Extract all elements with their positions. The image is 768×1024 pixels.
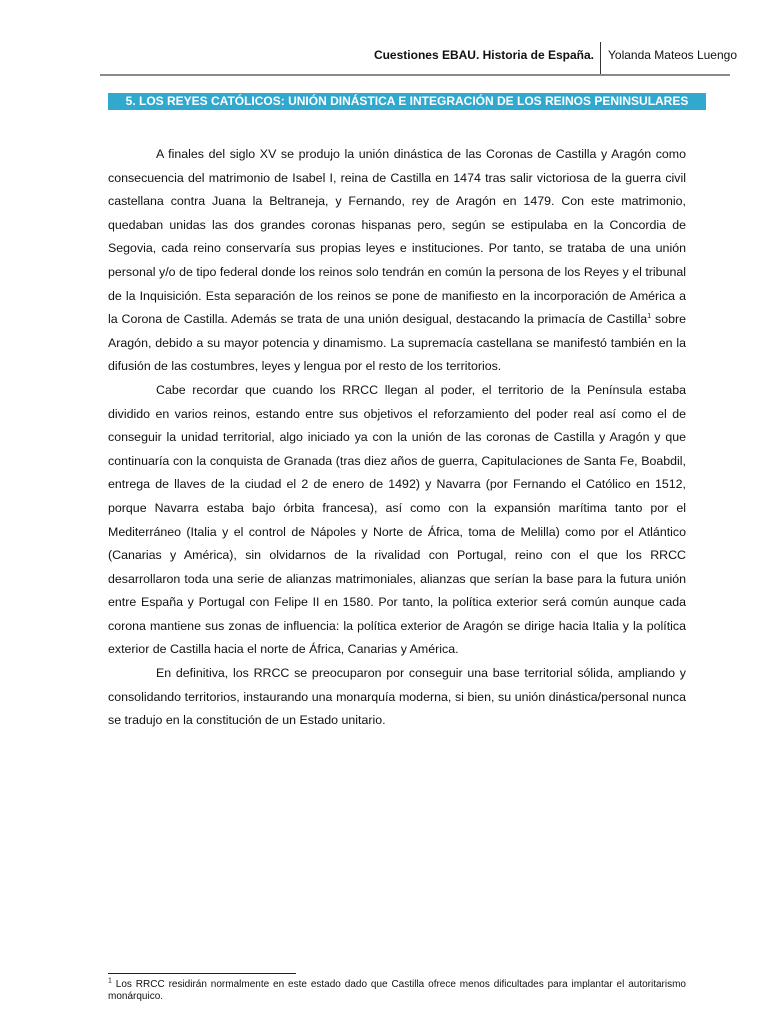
page-header bbox=[100, 42, 737, 76]
section-title: 5. LOS REYES CATÓLICOS: UNIÓN DINÁSTICA E INTEGRACIÓN DE LOS REINOS PENINSULARES bbox=[108, 93, 706, 110]
paragraph-3: En definitiva, los RRCC se preocuparon por conseguir una base territorial sólida, ampliando y consolidando territorios, instaurando una monarquía moderna, si bien, su unión dinástica/personal nunca se tradujo en la constitución de un Estado unitario. bbox=[108, 666, 686, 728]
footnote-text: Los RRCC residirán normalmente en este estado dado que Castilla ofrece menos dificultades para implantar el autoritarismo monárquico. bbox=[108, 979, 686, 1002]
paragraph-2: Cabe recordar que cuando los RRCC llegan al poder, el territorio de la Península estaba dividido en varios reinos, estando entre sus objetivos el reforzamiento del poder real así como el de conseguir la unidad territorial, algo iniciado ya con la unión de las coronas de Castilla y Aragón y que continuaría con la conquista de Granada (tras diez años de guerra, Capitulaciones de Santa Fe, Boabdil, entrega de llaves de la ciudad el 2 de enero de 1492) y Navarra (por Fernando el Católico en 1512, porque Navarra estaba bajo órbita francesa), así como con la expansión marítima tanto por el Mediterráneo (Italia y el control de Nápoles y Norte de África, toma de Melilla) como por el Atlántico (Canarias y América), sin olvidarnos de la rivalidad con Portugal, reino con el que los RRCC desarrollaron toda una serie de alianzas matrimoniales, alianzas que serían la base para la futura unión entre España y Portugal con Felipe II en 1580. Por tanto, la política exterior será común aunque cada corona mantiene sus zonas de influencia: la política exterior de Aragón se dirige hacia Italia y la política exterior de Castilla hacia el norte de África, Canarias y América. bbox=[108, 382, 686, 657]
header-rule bbox=[100, 74, 730, 76]
header-author: Yolanda Mateos Luengo bbox=[608, 48, 737, 62]
paragraph-1-text-b: sobre Aragón, debido a su mayor potencia y dinamismo. La supremacía castellana se manifestó también en la difusión de las costumbres, leyes y lengua por el resto de los territorios. bbox=[108, 312, 686, 374]
paragraph-1 bbox=[108, 143, 686, 379]
footnote bbox=[108, 979, 686, 1003]
footnote-reference: 1 bbox=[647, 313, 652, 321]
paragraph-1-text-a: A finales del siglo XV se produjo la unión dinástica de las Coronas de Castilla y Aragón como consecuencia del matrimonio de Isabel I, reina de Castilla en 1474 tras salir victoriosa de la guerra civil castellana contra Juana la Beltraneja, y Fernando, rey de Aragón en 1479. Con este matrimonio, quedaban unidas las dos grandes coronas hispanas pero, según se estipulaba en la Concordia de Segovia, cada reino conservaría sus propias leyes e instituciones. Por tanto, se trataba de una unión personal y/o de tipo federal donde los reinos solo tendrán en común la persona de los Reyes y el tribunal de la Inquisición. Esta separación de los reinos se pone de manifiesto en la incorporación de América a la Corona de Castilla. Además se trata de una unión desigual, destacando la primacía de Castilla bbox=[108, 147, 686, 327]
header-course-title: Cuestiones EBAU. Historia de España. bbox=[373, 48, 594, 62]
header-divider bbox=[600, 42, 601, 74]
document-body bbox=[108, 143, 686, 733]
footnote-number: 1 bbox=[108, 977, 112, 985]
footnote-separator bbox=[108, 973, 296, 974]
